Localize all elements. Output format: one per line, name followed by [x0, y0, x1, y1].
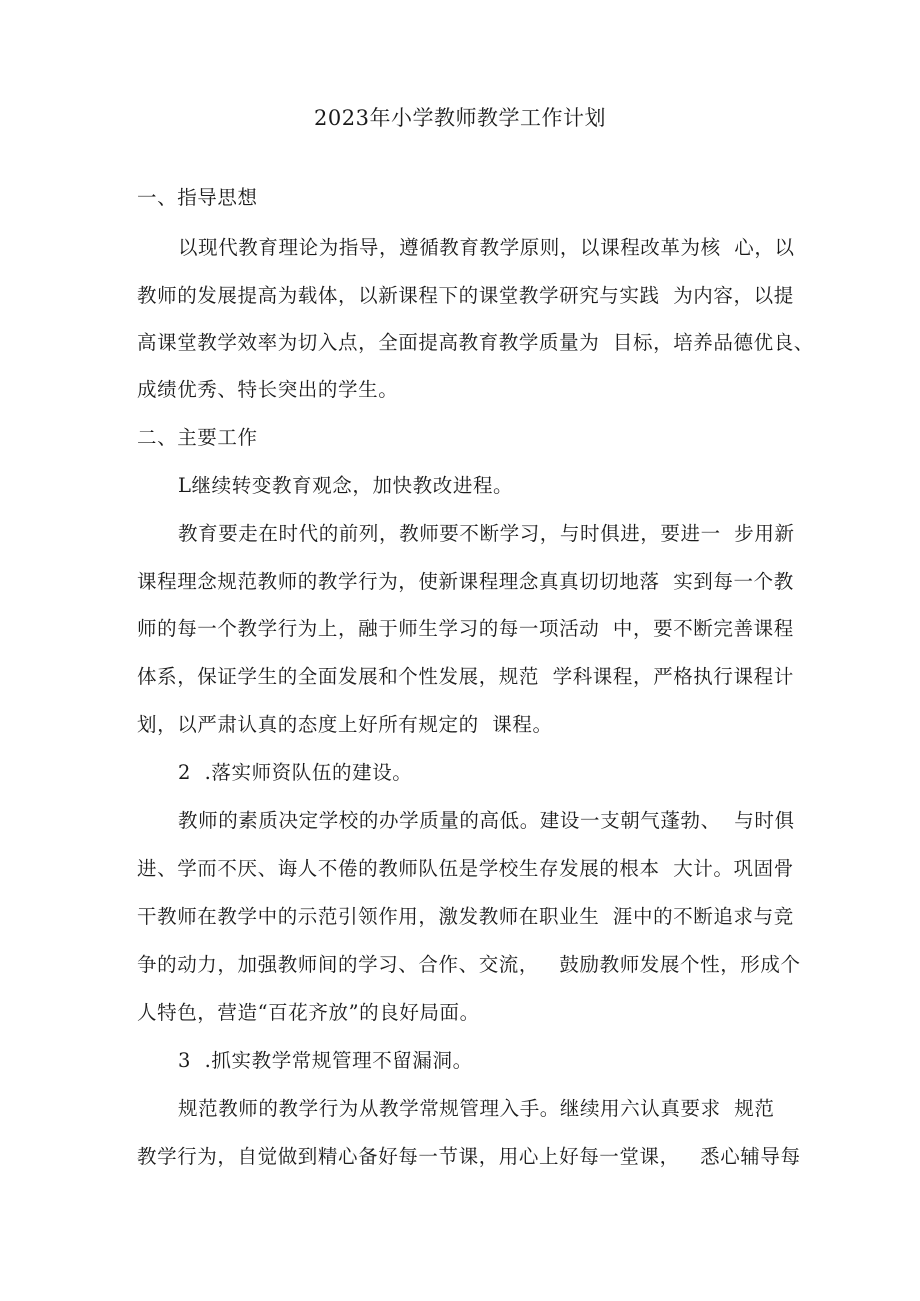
paragraph-line: 规范教师的教学行为从教学常规管理入手。继续用六认真要求 规范: [178, 1097, 775, 1120]
paragraph-line: 成绩优秀、特长突出的学生。: [137, 378, 399, 401]
paragraph-line: 干教师在教学中的示范引领作用，激发教师在职业生 涯中的不断追求与竞: [137, 905, 794, 928]
section-heading: 一、指导思想: [137, 186, 258, 209]
document-title: 2023年小学教师教学工作计划: [314, 106, 606, 130]
paragraph-line: 教育要走在时代的前列，教师要不断学习，与时俱进，要进一 步用新: [178, 522, 795, 545]
paragraph-line: 课程理念规范教师的教学行为，使新课程理念真真切切地落 实到每一个教: [137, 570, 794, 593]
paragraph-line: 以现代教育理论为指导，遵循教育教学原则，以课程改革为核 心，以: [178, 236, 795, 259]
paragraph-line: 进、学而不厌、诲人不倦的教师队伍是学校生存发展的根本 大计。巩固骨: [137, 857, 794, 880]
paragraph-line: 师的每一个教学行为上，融于师生学习的每一项活动 中，要不断完善课程: [137, 617, 794, 640]
paragraph-line: 教师的素质决定学校的办学质量的高低。建设一支朝气蓬勃、 与时俱: [178, 809, 795, 832]
paragraph-line: 教学行为，自觉做到精心备好每一节课，用心上好每一堂课， 悉心辅导每: [137, 1145, 801, 1168]
subheading: 3 .抓实教学常规管理不留漏洞。: [178, 1049, 473, 1072]
paragraph-line: 人特色，营造“百花齐放”的良好局面。: [137, 1001, 480, 1024]
subheading: L继续转变教育观念，加快教改进程。: [178, 474, 514, 497]
paragraph-line: 教师的发展提高为载体，以新课程下的课堂教学研究与实践 为内容，以提: [137, 284, 794, 307]
subheading: 2 .落实师资队伍的建设。: [178, 761, 413, 784]
paragraph-line: 体系，保证学生的全面发展和个性发展，规范 学科课程，严格执行课程计: [137, 665, 794, 688]
paragraph-line: 高课堂教学效率为切入点，全面提高教育教学质量为 目标，培养品德优良、: [137, 331, 814, 354]
section-heading: 二、主要工作: [137, 426, 258, 449]
paragraph-line: 划，以严肃认真的态度上好所有规定的 课程。: [137, 713, 553, 736]
paragraph-line: 争的动力，加强教师间的学习、合作、交流， 鼓励教师发展个性，形成个: [137, 953, 801, 976]
